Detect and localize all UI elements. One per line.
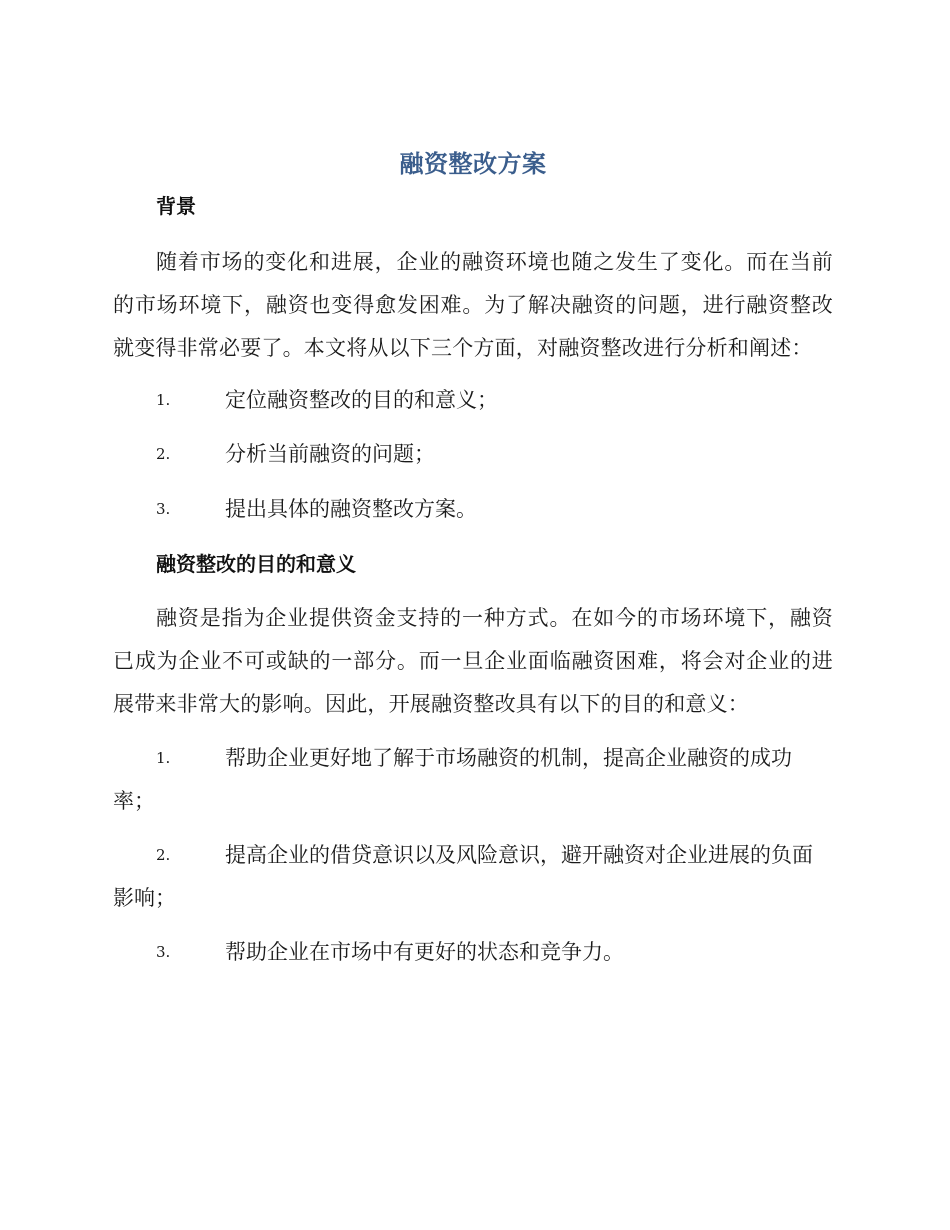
list-item-text: 帮助企业在市场中有更好的状态和竞争力。 [225, 940, 624, 964]
list-item-number: 1. [156, 391, 171, 409]
list-item-text: 提出具体的融资整改方案。 [225, 497, 477, 521]
list-item-number: 1. [156, 749, 171, 767]
list-item [113, 737, 833, 823]
list-item-number: 3. [156, 500, 171, 518]
list-item-text: 帮助企业更好地了解于市场融资的机制，提高企业融资的成功率； [113, 746, 792, 813]
list-item-text: 分析当前融资的问题； [225, 442, 435, 466]
document-title: 融资整改方案 [399, 150, 547, 178]
list-item [113, 488, 833, 531]
list-item [113, 433, 833, 476]
section-heading-purpose: 融资整改的目的和意义 [156, 552, 356, 576]
section-paragraph-background: 随着市场的变化和进展，企业的融资环境也随之发生了变化。而在当前的市场环境下，融资也变得愈发困难。为了解决融资的问题，进行融资整改就变得非常必要了。本文将从以下三个方面，对融资整改进行分析和阐述： [113, 250, 833, 360]
list-item-number: 2. [156, 846, 171, 864]
section-heading-background: 背景 [156, 194, 196, 218]
list-item [113, 379, 833, 422]
list-item-number: 2. [156, 445, 171, 463]
list-item [113, 834, 833, 920]
list-item [113, 931, 833, 974]
section-paragraph-purpose: 融资是指为企业提供资金支持的一种方式。在如今的市场环境下，融资已成为企业不可或缺的一部分。而一旦企业面临融资困难，将会对企业的进展带来非常大的影响。因此，开展融资整改具有以下的目的和意义： [113, 606, 833, 716]
list-item-text: 定位融资整改的目的和意义； [225, 388, 498, 412]
list-item-text: 提高企业的借贷意识以及风险意识，避开融资对企业进展的负面影响； [113, 843, 813, 910]
list-item-number: 3. [156, 943, 171, 961]
